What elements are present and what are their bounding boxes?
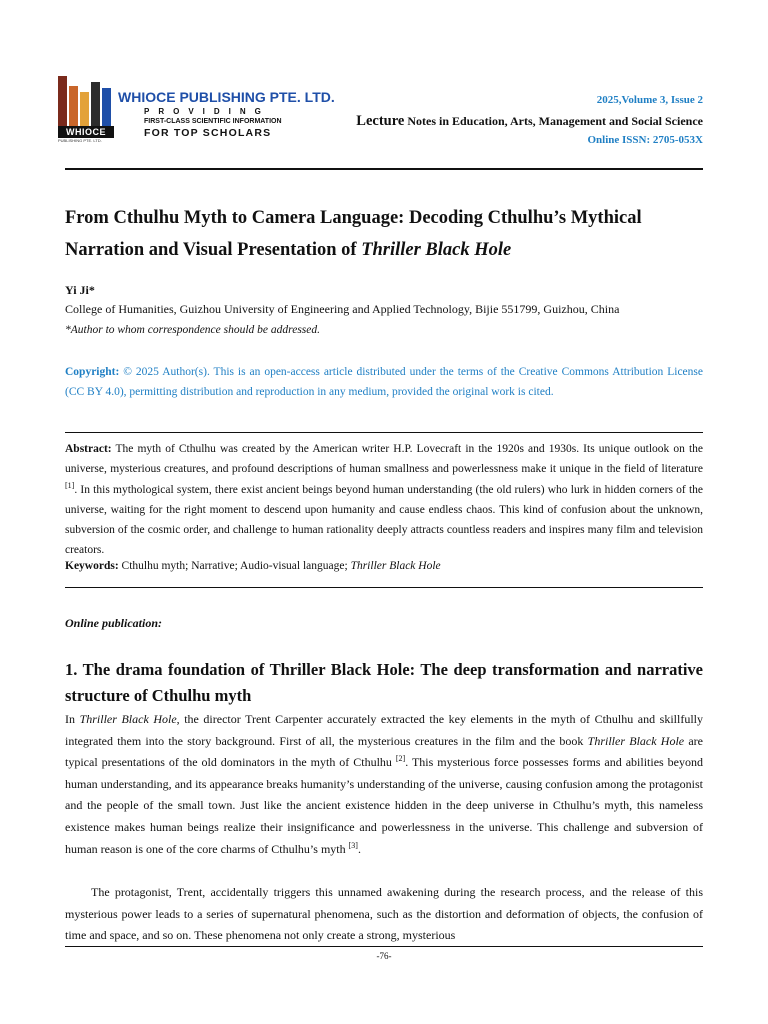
citation-ref: [3] [348,840,358,850]
article-title-text: From Cthulhu Myth to Camera Language: Decoding Cthulhu’s Mythical Narration and Visual Presentation of [65,208,642,260]
publisher-logo [58,76,335,144]
logo-brand-sub: PUBLISHING PTE. LTD. [58,138,102,143]
section-heading: 1. The drama foundation of Thriller Black Hole: The deep transformation and narrative structure of Cthulhu myth [65,660,703,705]
header-divider [65,168,703,170]
abstract-top-rule [65,432,703,433]
abstract-bottom-rule [65,587,703,588]
body-text: . This mysterious force possesses forms and abilities beyond human understanding, and its appearance breaks humanity’s understanding of the universe, causing confusion among the protagonist and the people of the small town. Just like the ancient existence hidden in the deep universe in Cthulhu’s myth, this nameless existence makes human beings realize their insignificance and powerlessness in the universe. This challenge and subversion of human reason is one of the core charms of Cthulhu’s myth [65,755,703,856]
citation-ref: [1] [65,480,75,490]
abstract-text: The myth of Cthulhu was created by the American writer H.P. Lovecraft in the 1920s and 1930s. Its unique outlook on the universe, mysterious creatures, and profound descriptions of human smallness and powerlessness make it unique in the field of literature [65,443,703,476]
journal-title [356,113,703,130]
body-paragraph [65,709,703,860]
author-name: Yi Ji* [65,283,95,297]
logo-bar [102,88,111,126]
keywords-italic: Thriller Black Hole [350,560,441,572]
logo-publisher-name: WHIOCE PUBLISHING PTE. LTD. [118,89,335,105]
body-text: are typical presentations of the old dominators in the myth of Cthulhu [65,733,704,770]
journal-issue: 2025,Volume 3, Issue 2 [596,94,703,106]
copyright-label: Copyright: [65,366,120,378]
author-affiliation: College of Humanities, Guizhou University of Engineering and Applied Technology, Bijie 551799, Guizhou, China [65,302,620,316]
copyright-text: © 2025 Author(s). This is an open-access article distributed under the terms of the Creative Commons Attribution License (CC BY 4.0), permitting distribution and reproduction in any medium, provided the original work is cited. [65,366,703,398]
logo-providing: PROVIDING [144,107,270,116]
abstract [65,439,703,561]
footer-rule [65,946,703,947]
correspondence-note: *Author to whom correspondence should be addressed. [65,324,320,336]
logo-first-class: FIRST-CLASS SCIENTIFIC INFORMATION [144,118,282,125]
abstract-text: . In this mythological system, there exist ancient beings beyond human understanding (the old rulers) who lurk in hidden corners of the universe, waiting for the right moment to descend upon humanity and cause endless chaos. This kind of confusion about the unknown, subversion of the cosmic order, and challenge to human rationality deeply attracts countless readers and inspires many film and television creators. [65,483,703,557]
article-title [65,202,705,266]
citation-ref: [2] [395,754,406,764]
logo-brand-box: WHIOCE [58,126,114,138]
keywords-label: Keywords: [65,560,119,572]
abstract-label: Abstract: [65,443,112,455]
copyright-notice [65,362,703,402]
keywords [65,560,703,572]
keywords-text: Cthulhu myth; Narrative; Audio-visual language; [118,560,351,572]
body-text: . [357,841,361,856]
logo-bar [91,82,100,126]
article-title-italic: Thriller Black Hole [361,240,512,260]
journal-title-lead: Lecture [356,113,405,129]
body-text: In [65,712,80,726]
body-paragraph: The protagonist, Trent, accidentally triggers this unnamed awakening during the research process, and the release of this mysterious power leads to a series of supernatural phenomena, such as the distortion and deformation of objects, the confusion of time and space, and so on. These phenomena not only create a strong, mysterious [65,885,703,943]
logo-bar [69,86,78,126]
logo-bar [58,76,67,126]
page-number: -76- [376,951,392,961]
journal-title-rest: Notes in Education, Arts, Management and Social Science [404,114,703,128]
online-publication: Online publication: [65,616,163,630]
body-italic: Thriller Black Hole [79,712,177,726]
logo-for-top-scholars: FOR TOP SCHOLARS [144,127,272,139]
logo-bars-graphic [58,76,114,126]
journal-issn: Online ISSN: 2705-053X [587,134,703,146]
logo-bar [80,92,89,126]
body-italic: Thriller Black Hole [587,733,685,748]
body-text: , the director Trent Carpenter accurately extracted the key elements in the myth of Cthulhu and skillfully integrated them into the story background. First of all, the mysterious creatures in the film and the book [65,712,704,748]
